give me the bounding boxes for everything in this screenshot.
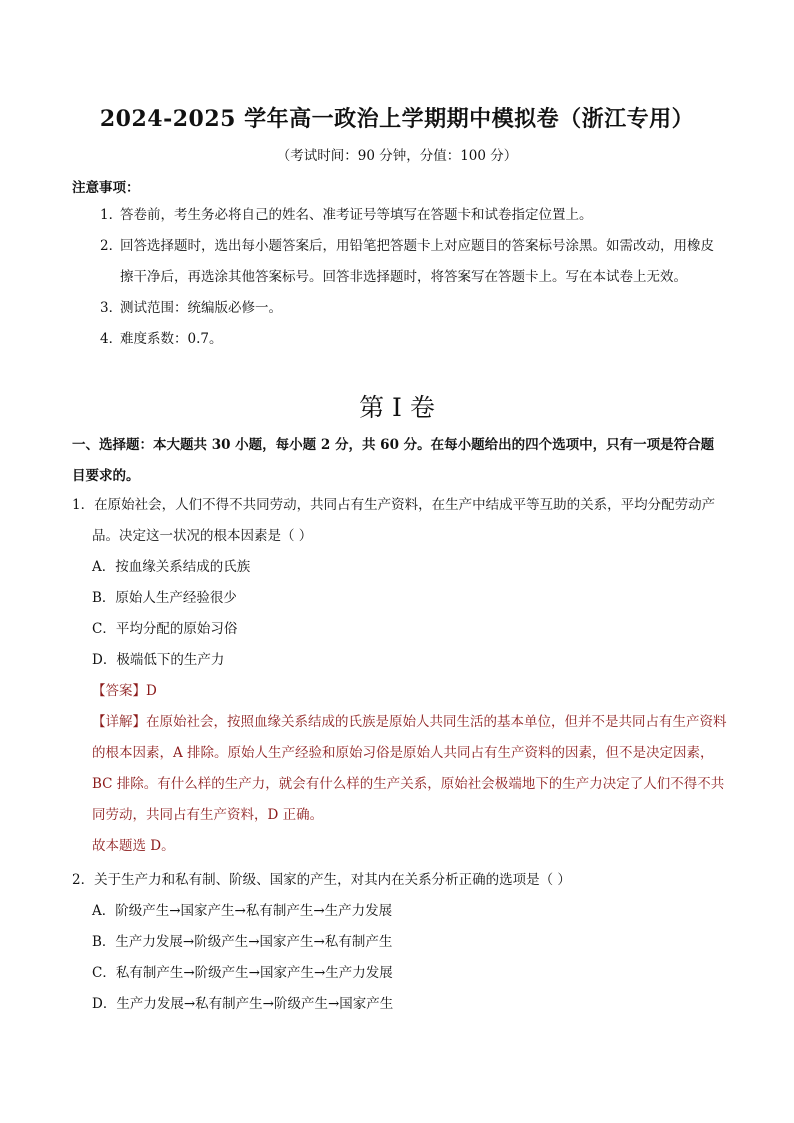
section-title: 第 I 卷 — [359, 393, 435, 422]
option-b: B．原始人生产经验很少 — [92, 590, 237, 606]
detail-text — [72, 707, 727, 831]
question-1 — [72, 490, 727, 862]
exam-title: 2024-2025 学年高一政治上学期期中模拟卷（浙江专用） — [99, 106, 695, 132]
part-heading: 一、选择题：本大题共 30 小题，每小题 2 分，共 60 分。在每小题给出的四个选项中，只有一项是符合题目要求的。 — [72, 437, 715, 484]
notice-item — [72, 324, 727, 355]
detail-tag: 【详解】 — [92, 714, 146, 730]
notice-heading: 注意事项： — [72, 180, 140, 196]
option-d: D．极端低下的生产力 — [92, 652, 225, 668]
option-d: D．生产力发展→私有制产生→阶级产生→国家产生 — [92, 996, 394, 1012]
notice-item — [72, 293, 727, 324]
notice-item-number: 1． — [100, 207, 123, 223]
notice-item-number: 4． — [100, 331, 123, 347]
notice-item — [72, 231, 727, 293]
detail-conclusion: 故本题选 D。 — [92, 838, 175, 854]
question-stem: 1．在原始社会，人们不得不共同劳动，共同占有生产资料，在生产中结成平等互助的关系，平均分配劳动产品。决定这一状况的根本因素是（ ） — [72, 497, 716, 544]
answer-tag: 【答案】 — [92, 683, 146, 699]
notice-item-text: 答卷前，考生务必将自己的姓名、准考证号等填写在答题卡和试卷指定位置上。 — [120, 207, 593, 223]
notice-item-number: 3． — [100, 300, 123, 316]
notice-list — [72, 200, 727, 355]
detail-body: 在原始社会，按照血缘关系结成的氏族是原始人共同生活的基本单位，但并不是共同占有生产资料的根本因素，A 排除。原始人生产经验和原始习俗是原始人共同占有生产资料的因素，但不是决定因素，BC 排除。有什么样的生产力，就会有什么样的生产关系，原始社会极端地下的生产力决定了人们不得不共同劳动，共同占有生产资料，D 正确。 — [92, 714, 727, 823]
option-c: C．私有制产生→阶级产生→国家产生→生产力发展 — [92, 965, 393, 981]
option-c: C．平均分配的原始习俗 — [92, 621, 238, 637]
answer-line — [72, 676, 727, 707]
option-a: A．按血缘关系结成的氏族 — [92, 559, 251, 575]
answer-value: D — [146, 683, 157, 699]
question-2 — [72, 865, 727, 1020]
notice-item — [72, 200, 727, 231]
question-stem: 2．关于生产力和私有制、阶级、国家的产生，对其内在关系分析正确的选项是（ ） — [72, 872, 571, 888]
notice-item-number: 2． — [100, 238, 123, 254]
notice-item-text: 回答选择题时，选出每小题答案后，用铅笔把答题卡上对应题目的答案标号涂黑。如需改动，用橡皮擦干净后，再选涂其他答案标号。回答非选择题时，将答案写在答题卡上。写在本试卷上无效。 — [120, 238, 714, 285]
option-a: A．阶级产生→国家产生→私有制产生→生产力发展 — [92, 903, 393, 919]
exam-subtitle: （考试时间：90 分钟，分值：100 分） — [276, 148, 518, 164]
notice-item-text: 测试范围：统编版必修一。 — [120, 300, 282, 316]
notice-item-text: 难度系数：0.7。 — [120, 331, 223, 347]
option-b: B．生产力发展→阶级产生→国家产生→私有制产生 — [92, 934, 393, 950]
